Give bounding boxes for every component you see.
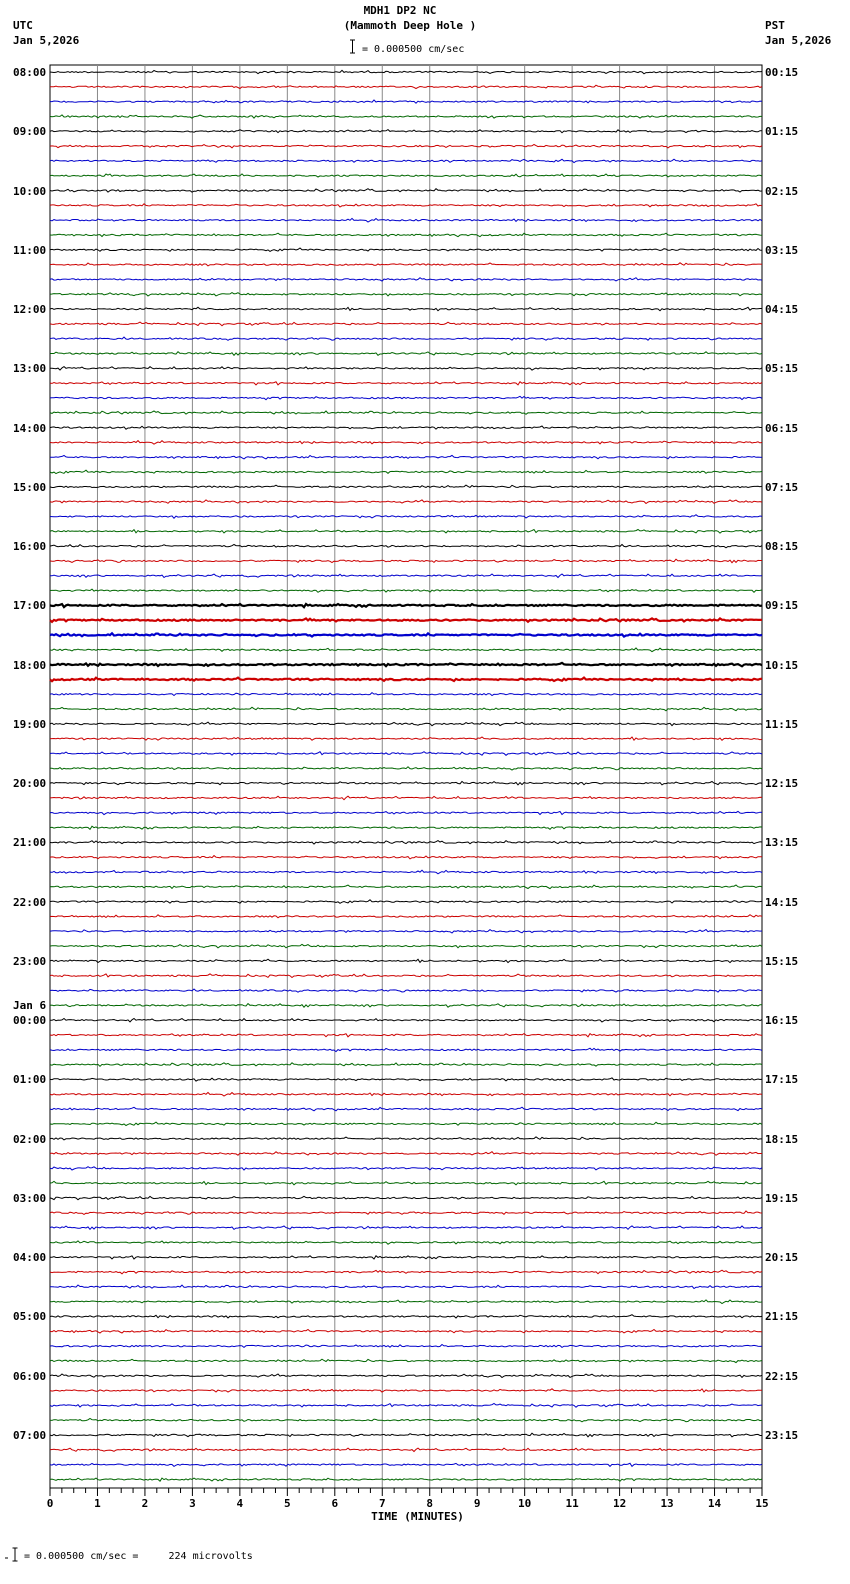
- left-timezone: UTC: [13, 19, 33, 32]
- left-hour-label: 05:00: [13, 1310, 47, 1324]
- x-tick-label: 2: [141, 1497, 149, 1510]
- seismic-trace: [50, 1167, 762, 1170]
- seismic-trace: [50, 263, 762, 266]
- left-hour-label: 20:00: [13, 777, 47, 791]
- seismic-trace: [50, 204, 762, 207]
- seismic-trace: [50, 248, 762, 251]
- seismic-trace: [50, 1374, 762, 1378]
- left-hour-label: 00:00: [13, 1014, 47, 1028]
- right-hour-label: 20:15: [765, 1251, 799, 1265]
- right-hour-label: 00:15: [765, 66, 799, 79]
- seismic-trace: [50, 1107, 762, 1111]
- seismic-trace: [50, 678, 762, 682]
- seismic-trace: [50, 870, 762, 874]
- left-date: Jan 5,2026: [13, 34, 80, 47]
- left-hour-label: 22:00: [13, 895, 47, 909]
- right-hour-label: 13:15: [765, 836, 799, 850]
- seismic-trace: [50, 989, 762, 992]
- seismic-trace: [50, 1004, 762, 1008]
- x-tick-label: 12: [612, 1497, 627, 1510]
- right-hour-label: 05:15: [765, 362, 799, 376]
- seismic-trace: [50, 100, 762, 103]
- seismic-trace: [50, 781, 762, 785]
- seismic-trace: [50, 974, 762, 978]
- left-hour-label: 21:00: [13, 836, 47, 850]
- left-hour-label: 13:00: [13, 362, 47, 376]
- seismic-trace: [50, 707, 762, 710]
- x-tick-label: 4: [236, 1497, 244, 1510]
- seismic-trace: [50, 1270, 762, 1274]
- seismic-trace: [50, 322, 762, 326]
- right-hour-label: 10:15: [765, 658, 799, 672]
- seismic-trace: [50, 574, 762, 578]
- seismic-trace: [50, 411, 762, 414]
- right-hour-label: 06:15: [765, 421, 799, 435]
- seismic-trace: [50, 930, 762, 934]
- seismic-trace: [50, 633, 762, 636]
- seismic-trace: [50, 145, 762, 148]
- seismic-trace: [50, 648, 762, 652]
- left-hour-label: 03:00: [13, 1191, 47, 1205]
- seismic-trace: [50, 396, 762, 399]
- seismic-trace: [50, 856, 762, 859]
- seismic-trace: [50, 1034, 762, 1037]
- left-hour-label: 14:00: [13, 421, 47, 435]
- seismic-trace: [50, 1478, 762, 1481]
- right-hour-label: 15:15: [765, 954, 799, 968]
- seismic-trace: [50, 352, 762, 356]
- left-hour-label: 19:00: [13, 717, 47, 731]
- seismic-trace: [50, 307, 762, 310]
- right-timezone: PST: [765, 19, 785, 32]
- seismic-trace: [50, 70, 762, 74]
- footer-note: = 0.000500 cm/sec = 224 microvolts: [24, 1551, 253, 1562]
- seismic-trace: [50, 1448, 762, 1451]
- seismic-trace: [50, 278, 762, 281]
- seismic-trace: [50, 530, 762, 534]
- seismic-trace: [50, 1359, 762, 1362]
- left-hour-label: 08:00: [13, 66, 47, 79]
- seismic-trace: [50, 1226, 762, 1230]
- right-hour-label: 11:15: [765, 717, 799, 731]
- seismic-trace: [50, 441, 762, 445]
- x-tick-label: 7: [378, 1497, 386, 1510]
- seismic-trace: [50, 1122, 762, 1125]
- left-hour-label: 04:00: [13, 1251, 47, 1265]
- left-hour-label: 09:00: [13, 125, 47, 139]
- seismic-trace: [50, 189, 762, 193]
- seismic-trace: [50, 826, 762, 829]
- right-hour-label: 16:15: [765, 1014, 799, 1028]
- left-hour-label: 17:00: [13, 599, 47, 613]
- right-hour-label: 17:15: [765, 1073, 799, 1087]
- seismic-trace: [50, 1093, 762, 1097]
- seismic-trace: [50, 1241, 762, 1244]
- seismic-trace: [50, 470, 762, 473]
- seismic-trace: [50, 559, 762, 563]
- left-hour-label: 06:00: [13, 1369, 47, 1383]
- x-tick-label: 10: [518, 1497, 532, 1510]
- left-hour-label: 12:00: [13, 303, 47, 317]
- seismic-trace: [50, 1404, 762, 1408]
- left-hour-label: 10:00: [13, 184, 47, 198]
- seismic-trace: [50, 85, 762, 88]
- x-tick-label: 14: [707, 1497, 722, 1510]
- seismic-trace: [50, 1137, 762, 1140]
- seismic-trace: [50, 1300, 762, 1304]
- x-tick-label: 5: [284, 1497, 291, 1510]
- plot-frame: [50, 65, 762, 1488]
- seismic-trace: [50, 293, 762, 296]
- right-hour-label: 22:15: [765, 1369, 799, 1383]
- seismic-trace: [50, 115, 762, 118]
- right-hour-label: 21:15: [765, 1310, 799, 1324]
- station-location: (Mammoth Deep Hole ): [343, 19, 477, 32]
- seismic-trace: [50, 1019, 762, 1023]
- seismic-trace: [50, 1078, 762, 1081]
- right-hour-label: 09:15: [765, 599, 799, 613]
- x-tick-label: 1: [94, 1497, 101, 1510]
- x-tick-label: 15: [755, 1497, 769, 1510]
- seismic-trace: [50, 752, 762, 756]
- right-hour-label: 08:15: [765, 540, 799, 554]
- seismic-trace: [50, 722, 762, 726]
- seismic-trace: [50, 1389, 762, 1392]
- seismic-trace: [50, 1463, 762, 1466]
- seismic-trace: [50, 885, 762, 889]
- right-hour-label: 18:15: [765, 1132, 799, 1146]
- seismic-trace: [50, 841, 762, 845]
- seismic-trace: [50, 900, 762, 904]
- right-hour-label: 19:15: [765, 1191, 799, 1205]
- seismic-trace: [50, 174, 762, 177]
- seismic-trace: [50, 737, 762, 740]
- seismic-trace: [50, 796, 762, 800]
- seismic-trace: [50, 233, 762, 237]
- seismic-trace: [50, 1419, 762, 1422]
- seismic-trace: [50, 1211, 762, 1214]
- seismic-trace: [50, 545, 762, 548]
- seismic-trace: [50, 1315, 762, 1318]
- seismic-trace: [50, 618, 762, 622]
- scale-text: = 0.000500 cm/sec: [362, 44, 465, 55]
- seismic-trace: [50, 130, 762, 133]
- seismic-trace: [50, 811, 762, 814]
- left-hour-label: 15:00: [13, 480, 47, 494]
- seismic-trace: [50, 1152, 762, 1156]
- right-hour-label: 02:15: [765, 184, 799, 198]
- seismic-trace: [50, 500, 762, 504]
- left-hour-label: 23:00: [13, 954, 47, 968]
- seismic-trace: [50, 1181, 762, 1185]
- seismic-trace: [50, 1256, 762, 1259]
- right-hour-label: 01:15: [765, 125, 799, 139]
- seismic-trace: [50, 767, 762, 770]
- right-hour-label: 04:15: [765, 303, 799, 317]
- seismic-trace: [50, 337, 762, 340]
- left-hour-label: 16:00: [13, 540, 47, 554]
- date-change-label: Jan 6: [13, 999, 47, 1013]
- x-tick-label: 0: [46, 1497, 54, 1510]
- seismic-trace: [50, 1345, 762, 1348]
- seismic-trace: [50, 382, 762, 385]
- right-hour-label: 23:15: [765, 1428, 799, 1442]
- seismic-trace: [50, 1330, 762, 1334]
- seismic-trace: [50, 485, 762, 488]
- seismic-trace: [50, 515, 762, 519]
- seismic-trace: [50, 455, 762, 459]
- right-hour-label: 14:15: [765, 895, 799, 909]
- seismic-trace: [50, 218, 762, 222]
- footer-scale-icon: [4, 1546, 20, 1562]
- seismic-trace: [50, 1063, 762, 1067]
- x-axis-label: TIME (MINUTES): [371, 1510, 464, 1523]
- left-hour-label: 02:00: [13, 1132, 47, 1146]
- right-hour-label: 03:15: [765, 243, 799, 257]
- seismic-trace: [50, 693, 762, 696]
- seismic-trace: [50, 1433, 762, 1437]
- seismic-trace: [50, 159, 762, 162]
- left-hour-label: 07:00: [13, 1428, 47, 1442]
- left-hour-label: 01:00: [13, 1073, 47, 1087]
- x-tick-label: 13: [660, 1497, 674, 1510]
- seismic-trace: [50, 959, 762, 962]
- seismic-trace: [50, 944, 762, 948]
- left-hour-label: 11:00: [13, 243, 47, 257]
- x-tick-label: 6: [331, 1497, 339, 1510]
- left-hour-label: 18:00: [13, 658, 47, 672]
- x-tick-label: 9: [473, 1497, 481, 1510]
- seismic-trace: [50, 915, 762, 918]
- seismic-trace: [50, 663, 762, 666]
- x-tick-label: 8: [426, 1497, 434, 1510]
- seismic-trace: [50, 426, 762, 429]
- station-title: MDH1 DP2 NC: [363, 4, 437, 17]
- right-hour-label: 07:15: [765, 480, 799, 494]
- right-hour-label: 12:15: [765, 777, 799, 791]
- seismic-trace: [50, 367, 762, 371]
- seismic-trace: [50, 1196, 762, 1199]
- seismic-trace: [50, 1048, 762, 1051]
- seismic-trace: [50, 589, 762, 592]
- x-tick-label: 3: [189, 1497, 196, 1510]
- x-tick-label: 11: [565, 1497, 579, 1510]
- right-date: Jan 5,2026: [765, 34, 832, 47]
- seismic-trace: [50, 604, 762, 607]
- seismic-trace: [50, 1285, 762, 1289]
